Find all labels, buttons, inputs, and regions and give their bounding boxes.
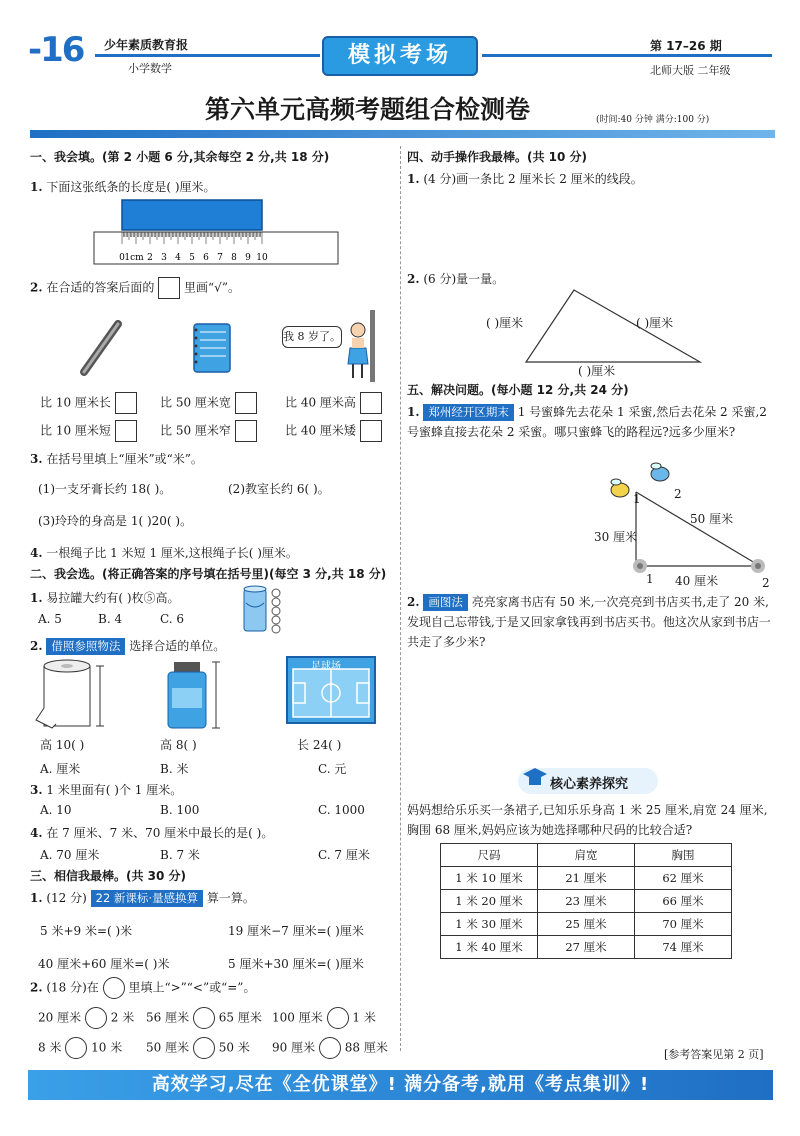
table-row — [441, 936, 732, 959]
option-narrow-50 — [160, 420, 257, 442]
time-info: (时间:40 分钟 满分:100 分) — [596, 115, 710, 125]
s5-q2 — [407, 592, 772, 652]
s3-q1 — [30, 889, 255, 907]
s2-q3 — [30, 781, 182, 798]
hypotenuse-label: 50 厘米 — [690, 512, 734, 526]
q-number: 4. — [30, 546, 43, 560]
s2-q3-opt-c: C. 1000 — [318, 803, 365, 817]
stick-icon — [70, 318, 130, 378]
compare-left: 8 米 — [38, 1040, 62, 1055]
q-text: 1 号蜜蜂先去花朵 1 采蜜,然后去花朵 2 采蜜,2 号蜜蜂直接去花朵 2 采蜜。哪只蜜蜂飞的路程远?远多少厘米? — [407, 405, 767, 439]
s4-q1 — [407, 170, 643, 187]
left-side-label: 30 厘米 — [594, 530, 638, 544]
compare-circle[interactable] — [85, 1007, 107, 1029]
q-number: 1. — [30, 591, 43, 605]
calc-1: 5 米+9 米=( )米 — [40, 924, 133, 938]
answer-box[interactable] — [360, 420, 382, 442]
q-text: 易拉罐大约有( )枚⑤高。 — [46, 591, 180, 605]
q-number: 1. — [407, 172, 420, 186]
jar-icon — [162, 658, 226, 732]
flower-2-label: 2 — [762, 576, 770, 590]
s2-q2-label-jar: 高 8( ) — [160, 738, 197, 752]
ruler-label: 10 — [256, 253, 268, 263]
s4-q2 — [407, 270, 504, 287]
calc-2: 19 厘米−7 厘米=( )厘米 — [228, 924, 364, 938]
paper-strip — [122, 200, 262, 230]
s2-q1-opt-a: A. 5 — [38, 612, 62, 626]
compare-2 — [146, 1007, 262, 1029]
cell: 66 厘米 — [635, 890, 732, 913]
cell: 70 厘米 — [635, 913, 732, 936]
exam-badge: 模拟考场 — [322, 36, 478, 76]
compare-left: 50 厘米 — [146, 1040, 190, 1055]
q-text: 1 米里面有( )个 1 厘米。 — [46, 783, 183, 797]
q-number: 2. — [30, 980, 43, 995]
section-3-heading: 三、相信我最棒。(共 30 分) — [30, 869, 187, 883]
ruler-label: 3 — [161, 253, 167, 263]
ruler-label: 1cm — [124, 253, 144, 263]
option-text: 比 40 厘米高 — [285, 395, 356, 410]
core-text: 妈妈想给乐乐买一条裙子,已知乐乐身高 1 米 25 厘米,肩宽 24 厘米,胸围 68 厘米,妈妈应该为她选择哪种尺码的比较合适? — [407, 803, 768, 837]
q-number: 2. — [407, 595, 420, 609]
page-number: -16 — [28, 30, 84, 70]
cell: 1 米 30 厘米 — [441, 913, 538, 936]
column-header: 胸围 — [635, 844, 732, 867]
option-text: 比 50 厘米宽 — [160, 395, 231, 410]
s2-q2-opt-a: A. 厘米 — [40, 762, 81, 776]
q-text: (4 分)画一条比 2 厘米长 2 厘米的线段。 — [423, 172, 643, 186]
cell: 21 厘米 — [538, 867, 635, 890]
cell: 25 厘米 — [538, 913, 635, 936]
cell: 1 米 20 厘米 — [441, 890, 538, 913]
table-row — [441, 890, 732, 913]
q-number: 1. — [407, 405, 420, 419]
triangle-right-label: ( )厘米 — [636, 316, 674, 330]
s2-q3-opt-b: B. 100 — [160, 803, 200, 817]
compare-3 — [272, 1007, 376, 1029]
compare-right: 88 厘米 — [344, 1040, 388, 1055]
q-number: 1. — [30, 180, 43, 194]
q-text-2: 里画“√”。 — [184, 280, 240, 295]
bee-route-figure — [596, 456, 776, 591]
ruler-label: 6 — [203, 253, 209, 263]
calc-4: 5 厘米+30 厘米=( )厘米 — [228, 957, 364, 971]
page-title: 第六单元高频考题组合检测卷 — [205, 95, 531, 124]
compare-right: 1 米 — [352, 1010, 376, 1025]
s1-q3b: (2)教室长约 6( )。 — [228, 482, 330, 496]
option-text: 比 50 厘米窄 — [160, 423, 231, 438]
standard-tag: 22 新课标·量感换算 — [91, 890, 203, 907]
triangle-left-label: ( )厘米 — [486, 316, 524, 330]
bee-2-icon — [651, 463, 669, 481]
ruler-label: 2 — [147, 253, 153, 263]
answer-box[interactable] — [158, 277, 180, 299]
compare-circle-sample — [103, 977, 125, 999]
title-bar — [30, 130, 775, 138]
bee-1-icon — [611, 479, 629, 497]
section-2-heading: 二、我会选。(将正确答案的序号填在括号里)(每空 3 分,共 18 分) — [30, 567, 387, 581]
girl-icon — [340, 308, 380, 384]
s2-q2 — [30, 637, 225, 655]
ruler-label: 0 — [119, 253, 125, 263]
cell: 62 厘米 — [635, 867, 732, 890]
source-tag: 郑州经开区期末 — [423, 404, 514, 421]
issue-number: 第 17–26 期 — [650, 39, 722, 53]
cell: 23 厘米 — [538, 890, 635, 913]
section-5-heading: 五、解决问题。(每小题 12 分,共 24 分) — [407, 383, 629, 397]
answer-box[interactable] — [235, 392, 257, 414]
compare-right: 50 米 — [218, 1040, 250, 1055]
compare-right: 65 厘米 — [218, 1010, 262, 1025]
column-divider — [400, 146, 401, 1051]
header-rule-left — [95, 54, 320, 57]
ruler-label: 4 — [175, 253, 181, 263]
tissue-roll-icon — [34, 658, 114, 732]
q-text: (18 分)在 — [46, 980, 99, 995]
option-text: 比 40 厘米矮 — [285, 423, 356, 438]
answer-reference: [参考答案见第 2 页] — [664, 1048, 764, 1061]
answer-box[interactable] — [360, 392, 382, 414]
cell: 1 米 10 厘米 — [441, 867, 538, 890]
core-heading: 核心素养探究 — [550, 777, 629, 792]
cell: 74 厘米 — [635, 936, 732, 959]
calc-3: 40 厘米+60 厘米=( )米 — [38, 957, 170, 971]
subject: 小学数学 — [128, 62, 172, 75]
q-number: 3. — [30, 452, 43, 466]
option-wide-50 — [160, 392, 257, 414]
q-number: 3. — [30, 783, 43, 797]
q-text: 在括号里填上“厘米”或“米”。 — [46, 452, 203, 466]
bottom-side-label: 40 厘米 — [675, 574, 719, 588]
option-tall-40 — [285, 392, 382, 414]
s1-q4 — [30, 544, 298, 561]
s1-q3 — [30, 450, 203, 467]
flower-1-icon — [633, 559, 647, 573]
s2-q4-opt-b: B. 7 米 — [160, 848, 200, 862]
footer-slogan: 高效学习,尽在《全优课堂》! 满分备考,就用《考点集训》! — [28, 1070, 773, 1100]
flower-1-label: 1 — [646, 572, 654, 586]
compare-4 — [38, 1037, 122, 1059]
flower-2-icon — [751, 559, 765, 573]
notebook-icon — [188, 320, 236, 376]
compare-circle[interactable] — [319, 1037, 341, 1059]
can-icon — [240, 583, 288, 635]
ruler-label: 9 — [245, 253, 251, 263]
ruler-label: 7 — [217, 253, 223, 263]
q-text: 选择合适的单位。 — [129, 639, 226, 653]
s1-q3c: (3)玲玲的身高是 1( )20( )。 — [38, 514, 193, 528]
size-table — [440, 843, 732, 959]
option-text: 比 10 厘米短 — [40, 423, 111, 438]
q-text: 在合适的答案后面的 — [46, 280, 155, 295]
s2-q1-opt-b: B. 4 — [98, 612, 123, 626]
compare-right: 10 米 — [91, 1040, 123, 1055]
compare-left: 20 厘米 — [38, 1010, 82, 1025]
answer-box[interactable] — [115, 392, 137, 414]
cell: 27 厘米 — [538, 936, 635, 959]
s2-q2-opt-c: C. 元 — [318, 762, 347, 776]
compare-6 — [272, 1037, 388, 1059]
bee-1-label: 1 — [633, 492, 641, 506]
bee-2-label: 2 — [674, 487, 682, 501]
section-4-heading: 四、动手操作我最棒。(共 10 分) — [407, 150, 588, 164]
publisher: 少年素质教育报 — [104, 38, 189, 52]
compare-circle[interactable] — [65, 1037, 87, 1059]
table-row — [441, 867, 732, 890]
column-header: 肩宽 — [538, 844, 635, 867]
q-number: 2. — [30, 639, 43, 653]
q-number: 2. — [407, 272, 420, 286]
compare-5 — [146, 1037, 250, 1059]
s1-q1 — [30, 178, 216, 195]
answer-box[interactable] — [235, 420, 257, 442]
q-number: 1. — [30, 891, 43, 905]
q-text-2: 里填上“>”“<”或“=”。 — [128, 980, 256, 995]
section-1-heading: 一、我会填。(第 2 小题 6 分,其余每空 2 分,共 18 分) — [30, 150, 330, 164]
header-rule-right — [482, 54, 772, 57]
table-row — [441, 913, 732, 936]
s2-q2-opt-b: B. 米 — [160, 762, 189, 776]
q-text: 在 7 厘米、7 米、70 厘米中最长的是( )。 — [46, 826, 274, 840]
table-header-row — [441, 844, 732, 867]
compare-left: 100 厘米 — [272, 1010, 323, 1025]
s1-q2 — [30, 277, 240, 299]
s2-q3-opt-a: A. 10 — [40, 803, 72, 817]
ruler-labels — [119, 253, 268, 263]
cell: 1 米 40 厘米 — [441, 936, 538, 959]
s2-q2-label-field: 长 24( ) — [297, 738, 342, 752]
triangle-bottom-label: ( )厘米 — [578, 364, 616, 378]
column-header: 尺码 — [441, 844, 538, 867]
s2-q4-opt-a: A. 70 厘米 — [40, 848, 100, 862]
speech-bubble: 我 8 岁了。 — [282, 326, 342, 348]
q-number: 2. — [30, 280, 43, 295]
compare-right: 2 米 — [110, 1010, 135, 1025]
method-tag: 画图法 — [423, 594, 468, 611]
field-label: 足球场 — [311, 661, 341, 672]
option-long-10 — [40, 392, 137, 414]
compare-circle[interactable] — [193, 1037, 215, 1059]
compare-1 — [38, 1007, 134, 1029]
s2-q4 — [30, 824, 273, 841]
compare-circle[interactable] — [327, 1007, 349, 1029]
s1-q3a: (1)一支牙膏长约 18( )。 — [38, 482, 172, 496]
q-text-2: 算一算。 — [206, 891, 255, 905]
s3-q2 — [30, 977, 255, 999]
answer-box[interactable] — [115, 420, 137, 442]
s5-q1 — [407, 402, 772, 442]
option-short-40 — [285, 420, 382, 442]
q-text: 下面这张纸条的长度是( )厘米。 — [46, 180, 216, 194]
ruler-label: 5 — [189, 253, 195, 263]
q-number: 4. — [30, 826, 43, 840]
s2-q1-opt-c: C. 6 — [160, 612, 185, 626]
edition: 北师大版 二年级 — [650, 64, 731, 77]
option-short-10 — [40, 420, 137, 442]
q-text: 一根绳子比 1 米短 1 厘米,这根绳子长( )厘米。 — [46, 546, 298, 560]
triangle-figure — [520, 286, 710, 368]
q-text: 亮亮家离书店有 50 米,一次亮亮到书店买书,走了 20 米,发现自己忘带钱,于是又回家拿钱再到书店买书。他这次从家到书店一共走了多少米? — [407, 595, 771, 649]
s2-q1 — [30, 589, 180, 606]
compare-left: 56 厘米 — [146, 1010, 190, 1025]
graduation-cap-icon — [522, 764, 548, 792]
s2-q2-label-roll: 高 10( ) — [40, 738, 85, 752]
s2-q4-opt-c: C. 7 厘米 — [318, 848, 370, 862]
compare-circle[interactable] — [193, 1007, 215, 1029]
q-text: (6 分)量一量。 — [423, 272, 505, 286]
q-text: (12 分) — [46, 891, 87, 905]
ruler-figure — [92, 196, 342, 268]
method-tag: 借照参照物法 — [46, 638, 125, 655]
ruler-label: 8 — [231, 253, 237, 263]
compare-left: 90 厘米 — [272, 1040, 316, 1055]
option-text: 比 10 厘米长 — [40, 395, 111, 410]
